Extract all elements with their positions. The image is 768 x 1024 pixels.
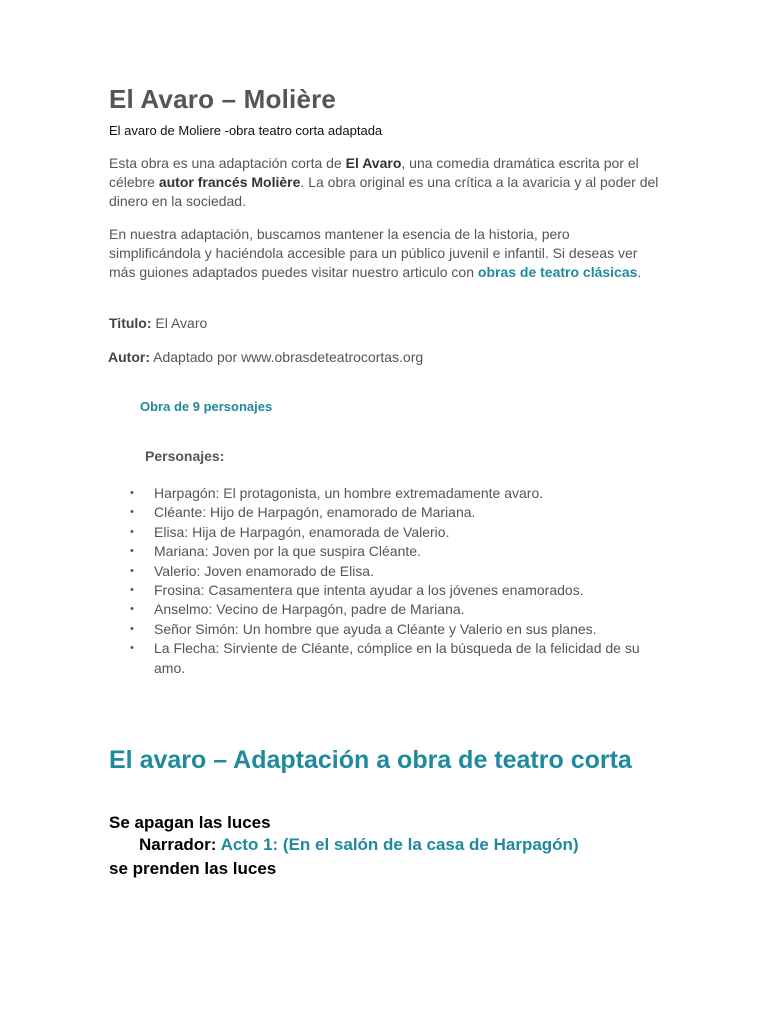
character-text: Valerio: Joven enamorado de Elisa.: [154, 562, 374, 579]
titulo-line: [109, 315, 207, 331]
bullet-icon: •: [130, 525, 134, 538]
page-subtitle: El avaro de Moliere -obra teatro corta adaptada: [109, 123, 383, 138]
narrator-label: Narrador:: [139, 835, 221, 854]
page-title: El Avaro – Molière: [109, 84, 337, 114]
bullet-icon: •: [130, 564, 134, 577]
intro-text-2: , una comedia dramática escrita por el célebre: [109, 155, 639, 190]
bullet-icon: •: [130, 487, 134, 499]
character-text: Cléante: Hijo de Harpagón, enamorado de Mariana.: [154, 504, 476, 521]
list-item: [130, 581, 640, 600]
bullet-icon: •: [130, 545, 134, 558]
list-item: [130, 600, 640, 619]
narrator-line: [139, 835, 579, 855]
autor-line: [108, 349, 423, 365]
list-item: [130, 503, 640, 522]
titulo-value: El Avaro: [151, 315, 208, 331]
character-text: La Flecha: Sirviente de Cléante, cómplice en la búsqueda de la felicidad de su amo.: [154, 640, 640, 676]
list-item: [130, 484, 640, 503]
list-item: [130, 639, 640, 678]
autor-value: Adaptado por www.obrasdeteatrocortas.org: [150, 349, 424, 365]
bullet-icon: •: [130, 622, 134, 635]
bullet-icon: •: [130, 603, 134, 616]
bullet-icon: •: [130, 642, 134, 655]
classic-plays-link[interactable]: obras de teatro clásicas: [477, 264, 638, 280]
titulo-label: Titulo:: [109, 315, 152, 331]
intro-bold-author: autor francés Molière: [158, 174, 301, 190]
adaptation-text: En nuestra adaptación, buscamos mantener la esencia de la historia, pero simplificándola y haciéndola accesible para un público juvenil e infantil. Si deseas ver más guiones adaptados puedes visitar nuestro articulo con: [109, 226, 638, 280]
act-heading: Acto 1: (En el salón de la casa de Harpagón): [220, 835, 579, 854]
character-text: Harpagón: El protagonista, un hombre extremadamente avaro.: [154, 485, 544, 501]
characters-heading: Personajes:: [145, 448, 225, 464]
bullet-icon: •: [130, 506, 134, 519]
intro-bold-play: El Avaro: [345, 155, 402, 171]
autor-label: Autor:: [108, 349, 150, 365]
list-item: [130, 542, 640, 561]
bullet-icon: •: [130, 584, 134, 597]
character-list: [130, 484, 640, 678]
intro-text-3: . La obra original es una crítica a la avaricia y al poder del dinero en la sociedad.: [109, 174, 659, 209]
list-item: [130, 523, 640, 542]
stage-direction-lights-off: Se apagan las luces: [109, 813, 271, 832]
list-item: [130, 620, 640, 639]
character-text: Señor Simón: Un hombre que ayuda a Cléante y Valerio en sus planes.: [154, 620, 597, 637]
intro-text-1: Esta obra es una adaptación corta de: [109, 155, 346, 171]
character-text: Anselmo: Vecino de Harpagón, padre de Mariana.: [154, 601, 465, 618]
intro-paragraph: [109, 154, 659, 211]
adaptation-paragraph: [109, 225, 659, 282]
character-text: Mariana: Joven por la que suspira Cléante.: [154, 543, 421, 560]
character-count: Obra de 9 personajes: [140, 399, 273, 414]
section-heading: El avaro – Adaptación a obra de teatro corta: [109, 746, 632, 774]
stage-direction-lights-on: se prenden las luces: [109, 859, 277, 878]
adaptation-end: .: [637, 264, 642, 280]
character-text: Frosina: Casamentera que intenta ayudar a los jóvenes enamorados.: [154, 582, 584, 599]
character-text: Elisa: Hija de Harpagón, enamorada de Valerio.: [154, 523, 450, 540]
list-item: [130, 562, 640, 581]
